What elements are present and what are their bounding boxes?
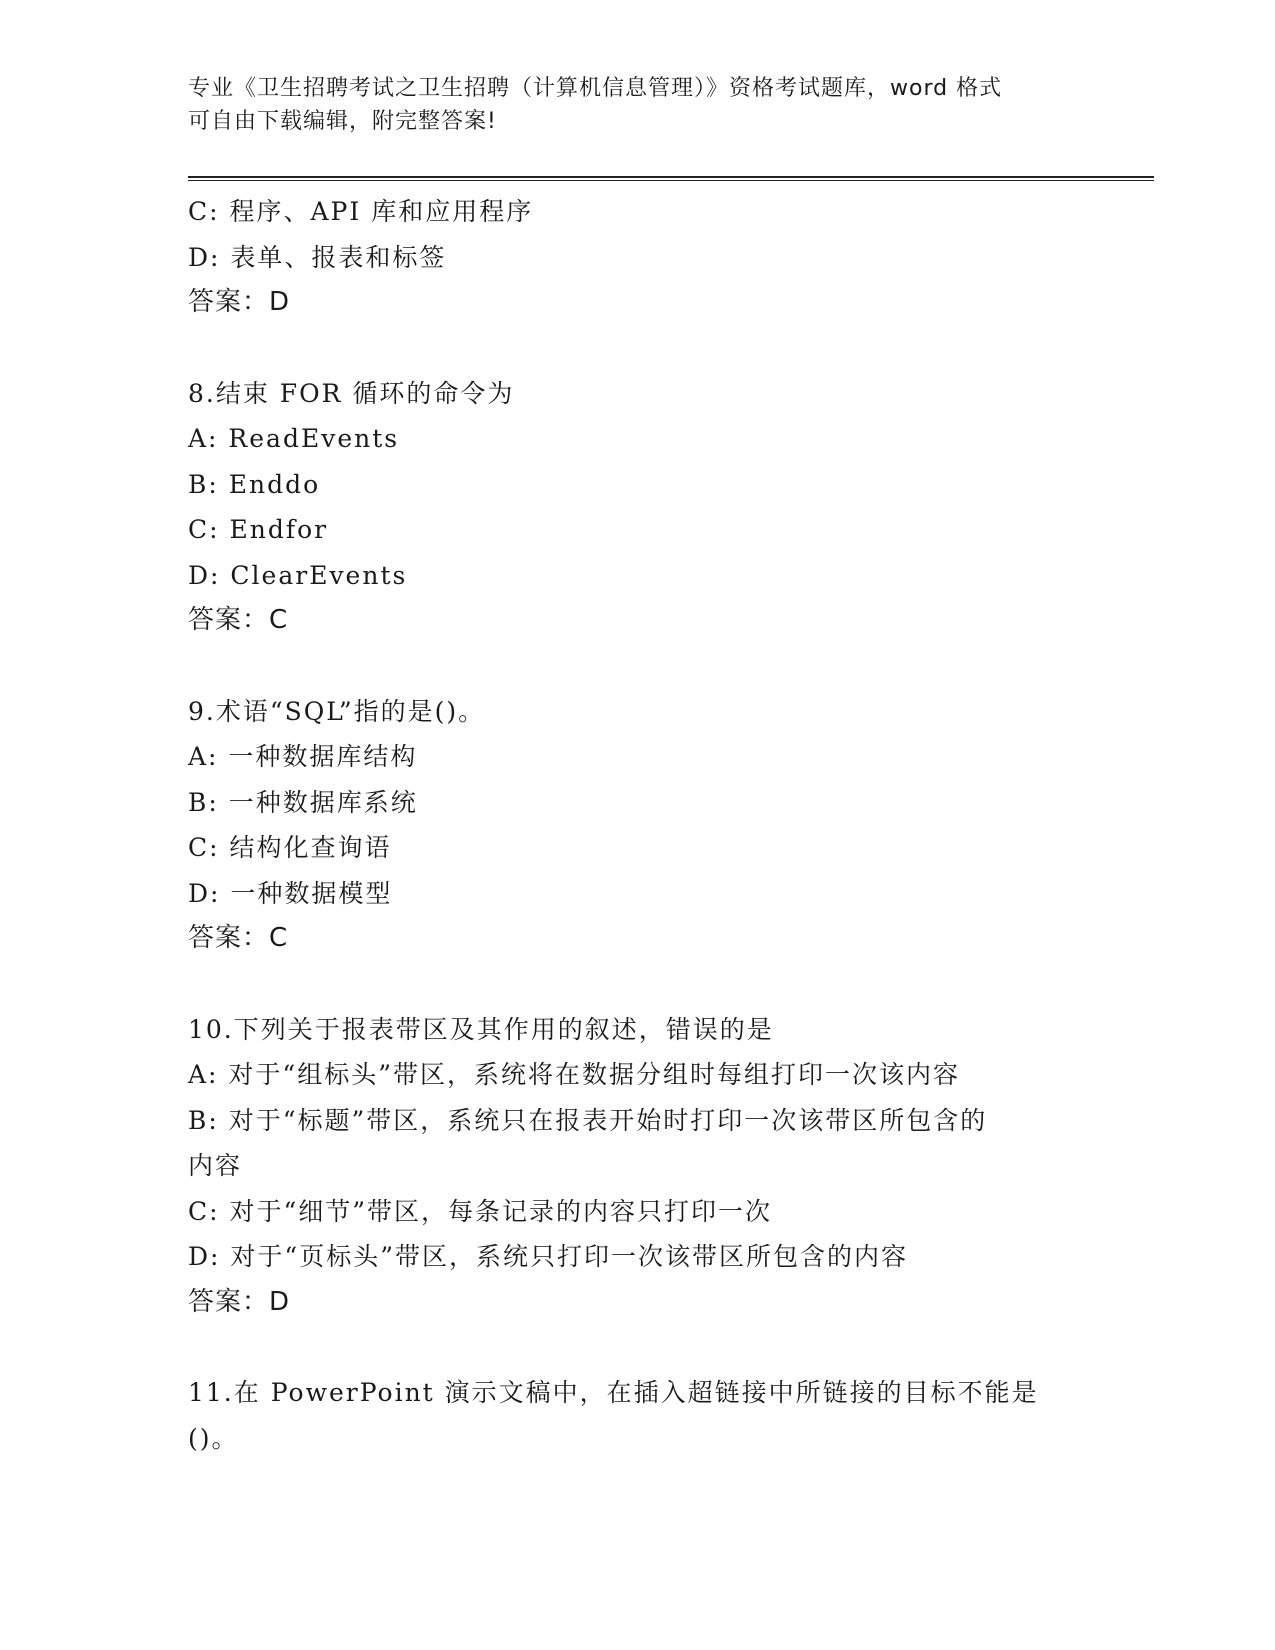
option-a: A: 一种数据库结构 <box>188 742 418 771</box>
question-stem: 10.下列关于报表带区及其作用的叙述，错误的是 <box>188 1014 774 1044</box>
option-b: B: 对于“标题”带区，系统只在报表开始时打印一次该带区所包含的 <box>188 1105 988 1135</box>
header-subtitle-line: 可自由下载编辑，附完整答案! <box>188 109 497 134</box>
option-d: D: 对于“页标头”带区，系统只打印一次该带区所包含的内容 <box>188 1242 908 1271</box>
question-stem: 11.在 PowerPoint 演示文稿中，在插入超链接中所链接的目标不能是 <box>188 1378 1039 1407</box>
spacer <box>188 1325 1088 1370</box>
option-d: D: 表单、报表和标签 <box>188 242 447 272</box>
option-b-continued: 内容 <box>188 1151 243 1180</box>
option-b: B: Enddo <box>188 469 321 499</box>
answer-line: 答案：C <box>188 605 289 635</box>
option-a: A: 对于“组标头”带区，系统将在数据分组时每组打印一次该内容 <box>188 1060 960 1089</box>
question-11 <box>188 1370 1088 1461</box>
spacer <box>188 962 1088 1007</box>
header-title-line: 专业《卫生招聘考试之卫生招聘（计算机信息管理）》资格考试题库，word 格式 <box>188 76 1003 101</box>
answer-line: 答案：D <box>188 1286 291 1317</box>
option-c: C: 程序、API 库和应用程序 <box>188 197 534 226</box>
question-10 <box>188 1007 1088 1326</box>
header-divider <box>188 176 1154 181</box>
answer-line: 答案：C <box>188 923 289 953</box>
question-stem-continued: ()。 <box>188 1423 239 1453</box>
spacer <box>188 644 1088 689</box>
option-d: D: 一种数据模型 <box>188 878 393 908</box>
question-stem: 9.术语“SQL”指的是()。 <box>188 696 486 726</box>
option-b: B: 一种数据库系统 <box>188 787 418 817</box>
option-c: C: 结构化查询语 <box>188 833 392 862</box>
question-list <box>188 189 1088 1461</box>
option-a: A: ReadEvents <box>188 424 400 453</box>
answer-line: 答案：D <box>188 287 291 317</box>
option-c: C: Endfor <box>188 515 329 544</box>
option-c: C: 对于“细节”带区，每条记录的内容只打印一次 <box>188 1196 773 1226</box>
question-9 <box>188 689 1088 962</box>
document-header <box>188 72 1068 138</box>
question-8 <box>188 371 1088 644</box>
question-7-partial <box>188 189 1088 326</box>
question-stem: 8.结束 FOR 循环的命令为 <box>188 378 515 408</box>
spacer <box>188 326 1088 371</box>
option-d: D: ClearEvents <box>188 560 408 590</box>
